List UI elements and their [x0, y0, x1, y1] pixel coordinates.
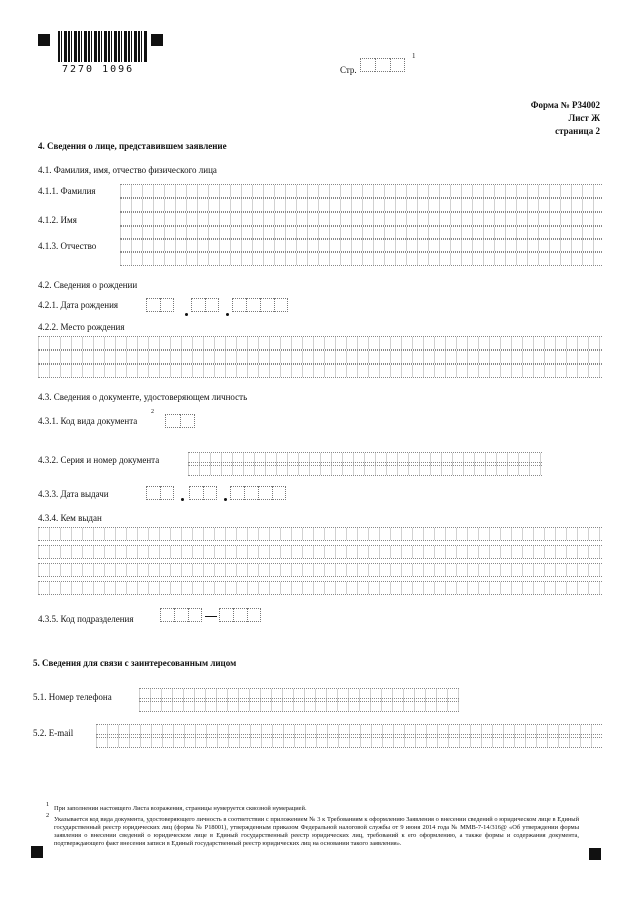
section-4-title: 4. Сведения о лице, представившем заявление [38, 141, 227, 151]
name-field[interactable] [120, 212, 602, 226]
form-title: Форма № Р34002 [530, 100, 600, 110]
issue-date-separator-1 [181, 498, 184, 501]
issue-date-label: 4.3.3. Дата выдачи [38, 489, 109, 499]
issued-by-label: 4.3.4. Кем выдан [38, 513, 102, 523]
email-field-2[interactable] [96, 734, 602, 748]
footnote-2-mark: 2 [46, 812, 50, 819]
issue-date-day-field[interactable] [146, 486, 174, 500]
doc-code-label: 4.3.1. Код вида документа [38, 416, 138, 426]
issued-by-field-2[interactable] [38, 545, 602, 559]
page-footnote-mark: 1 [412, 52, 416, 60]
issued-by-field-1[interactable] [38, 527, 602, 541]
section-4-2-title: 4.2. Сведения о рождении [38, 280, 138, 290]
section-4-3-title: 4.3. Сведения о документе, удостоверяющем личность [38, 392, 248, 402]
doc-code-footnote-mark: 2 [151, 409, 154, 415]
issued-by-field-3[interactable] [38, 563, 602, 577]
surname-label: 4.1.1. Фамилия [38, 186, 96, 196]
birthdate-label: 4.2.1. Дата рождения [38, 300, 119, 310]
birthdate-separator-2 [226, 313, 229, 316]
patronymic-label: 4.1.3. Отчество [38, 241, 97, 251]
footnote-1: При заполнении настоящего Листа возражения, страницы нумеруется сквозной нумерацией. [54, 805, 307, 812]
page-number-field[interactable] [360, 58, 405, 72]
sheet-label: Лист Ж [568, 113, 600, 123]
corner-marker-bottom-left [31, 846, 43, 858]
corner-marker-bottom-right [589, 848, 601, 860]
doc-number-label: 4.3.2. Серия и номер документа [38, 455, 160, 465]
birthdate-month-field[interactable] [191, 298, 219, 312]
page-label: Стр. [340, 65, 357, 75]
name-label: 4.1.2. Имя [38, 215, 77, 225]
issue-date-separator-2 [224, 498, 227, 501]
division-code-part1-field[interactable] [160, 608, 202, 622]
surname-field[interactable] [120, 184, 602, 198]
barcode-number: 7270 1096 [62, 64, 135, 75]
division-code-part2-field[interactable] [219, 608, 261, 622]
corner-marker-top-left [38, 34, 50, 46]
page-label-right: страница 2 [555, 126, 600, 136]
birthplace-label: 4.2.2. Место рождения [38, 322, 125, 332]
phone-label: 5.1. Номер телефона [33, 692, 112, 702]
division-code-label: 4.3.5. Код подразделения [38, 614, 134, 624]
birthplace-field-3[interactable] [38, 364, 602, 378]
patronymic-field-2[interactable] [120, 252, 602, 266]
email-label: 5.2. E-mail [33, 728, 74, 738]
doc-number-field-2[interactable] [188, 462, 542, 476]
phone-field-2[interactable] [139, 698, 459, 712]
doc-code-field[interactable] [165, 414, 195, 428]
birthdate-year-field[interactable] [232, 298, 288, 312]
issue-date-year-field[interactable] [230, 486, 286, 500]
section-4-1-title: 4.1. Фамилия, имя, отчество физического лица [38, 165, 217, 175]
patronymic-field[interactable] [120, 238, 602, 252]
barcode [58, 31, 148, 62]
birthdate-separator-1 [185, 313, 188, 316]
issue-date-month-field[interactable] [189, 486, 217, 500]
corner-marker-top-right [151, 34, 163, 46]
footnote-2: Указывается код вида документа, удостоверяющего личность в соответствии с приложением № 3 к Требованиям к оформлению Заявления о внесении сведений о юридическом лице в Единый государственный реестр юридических лиц (форма № Р18001), утвержденным приказом Федеральной налоговой службы от 9 июня 2014 года № ММВ-7-14/316@ «Об утверждении формы заявления о внесении сведений о юридическом лице в Единый государственный реестр юридических лиц, требований к его оформлению, а также формы и содержания документа, подтверждающего факт внесения записи в Единый государственный реестр юридических лиц на основании такого заявления». [54, 816, 579, 847]
birthplace-field-2[interactable] [38, 350, 602, 364]
footnote-1-mark: 1 [46, 801, 50, 808]
division-code-dash [205, 616, 217, 617]
surname-field-2[interactable] [120, 198, 602, 212]
birthplace-field-1[interactable] [38, 336, 602, 350]
issued-by-field-4[interactable] [38, 581, 602, 595]
birthdate-day-field[interactable] [146, 298, 174, 312]
section-5-title: 5. Сведения для связи с заинтересованным лицом [33, 658, 237, 668]
